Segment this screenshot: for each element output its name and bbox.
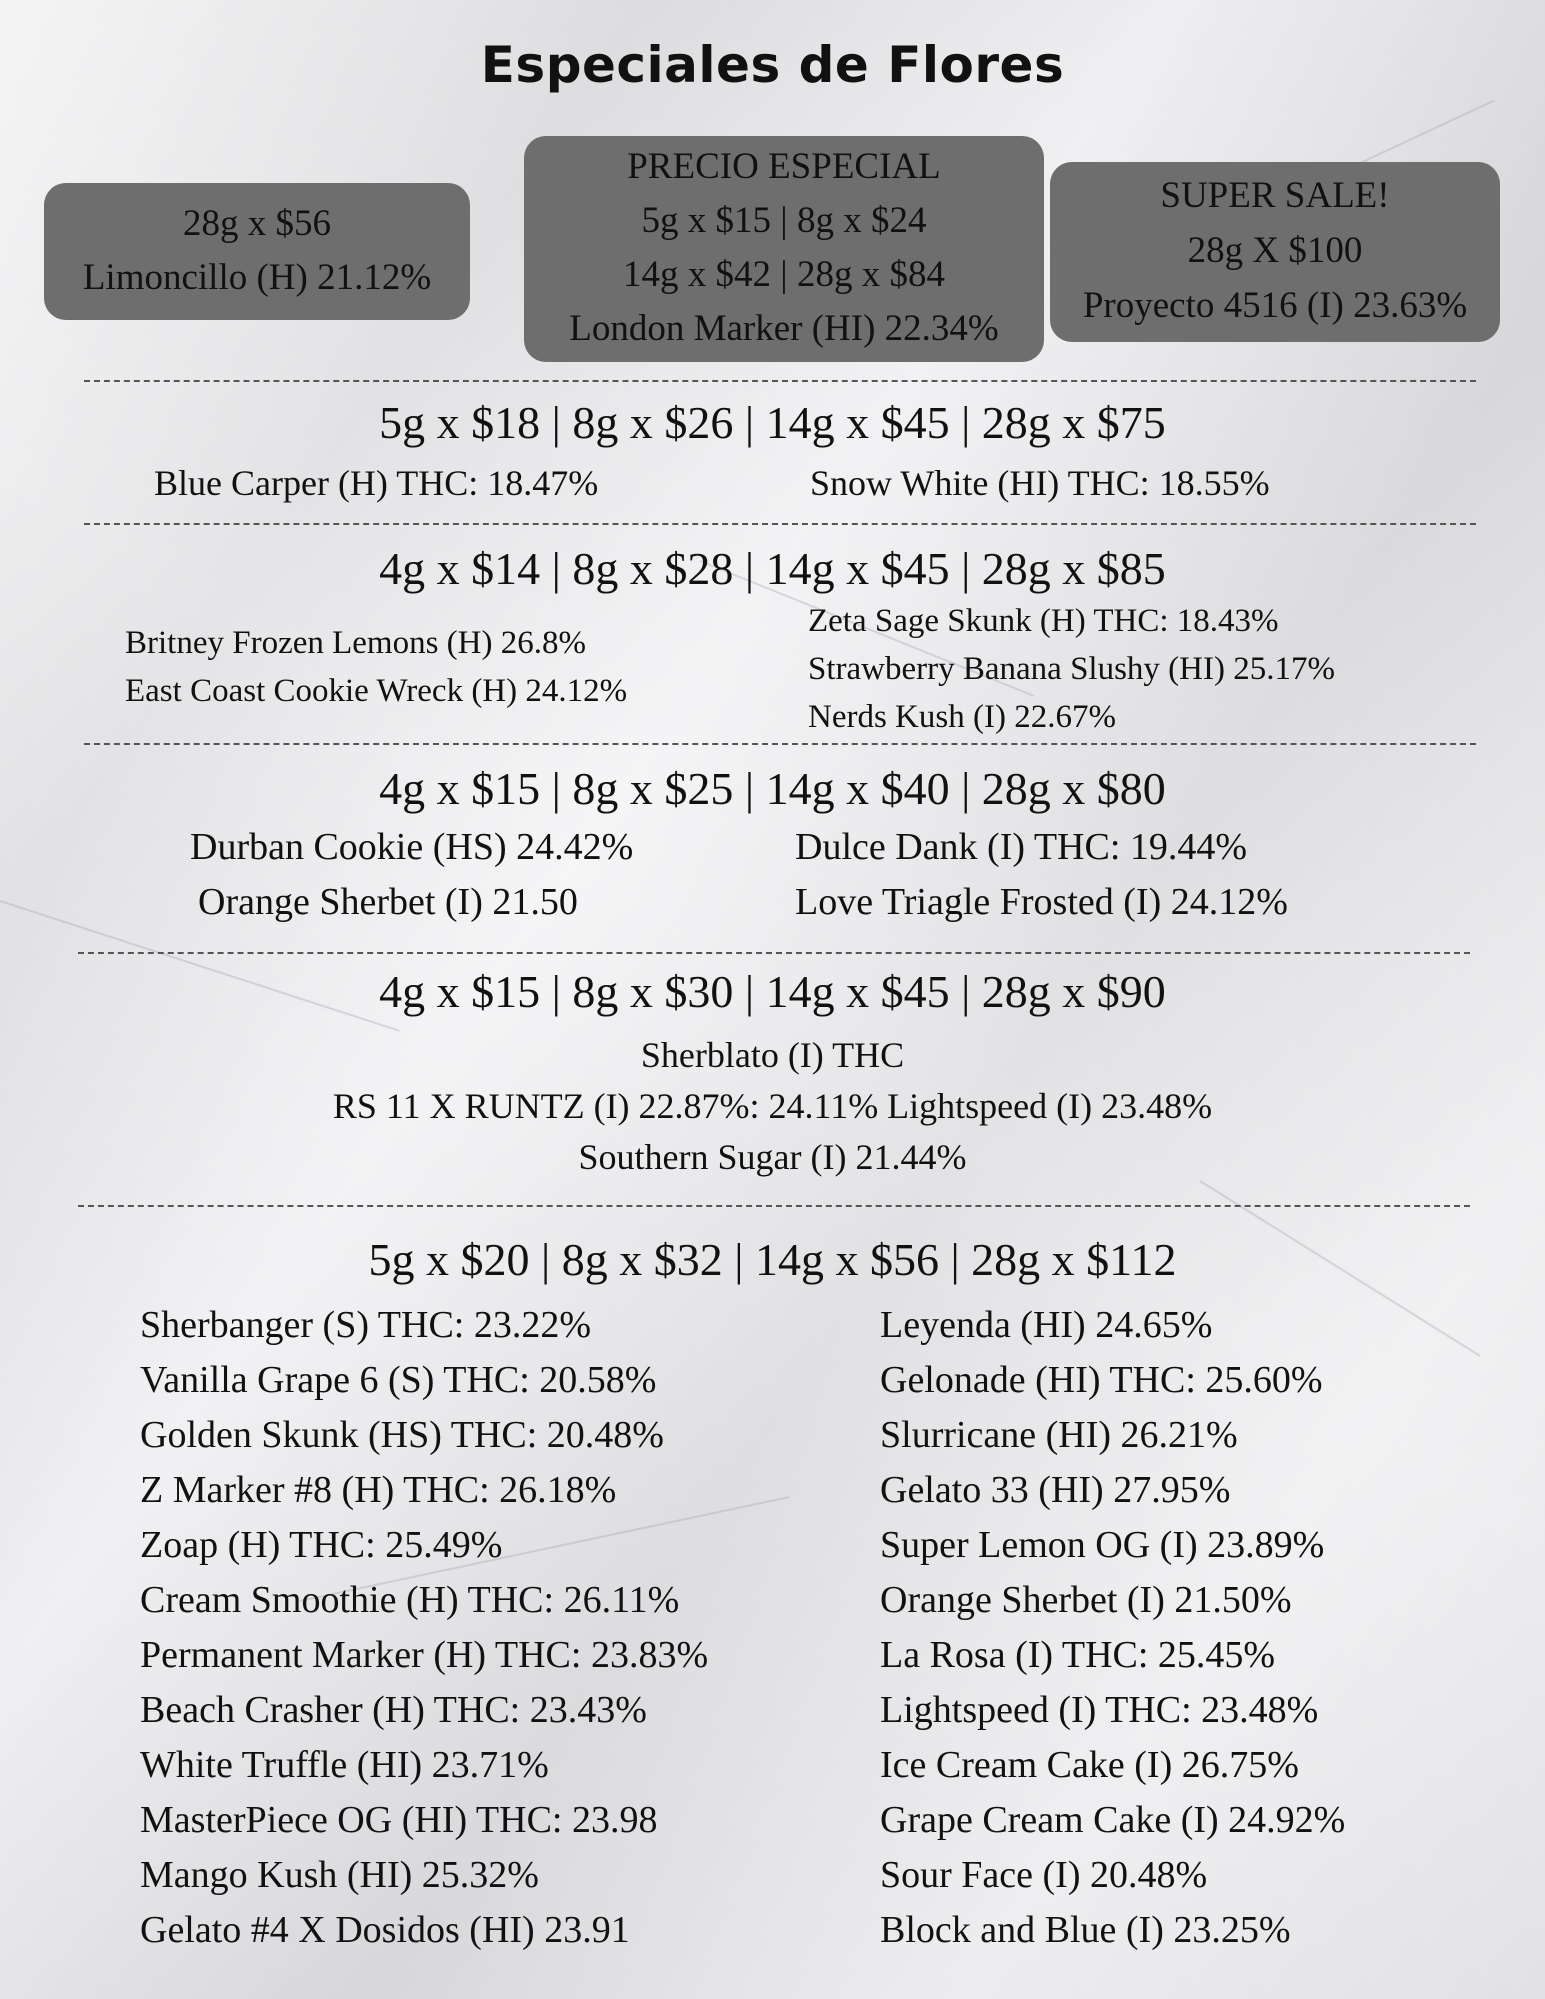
strain-item: Grape Cream Cake (I) 24.92%: [880, 1799, 1346, 1841]
strain-item: Lightspeed (I) THC: 23.48%: [880, 1689, 1319, 1731]
strain-item: Southern Sugar (I) 21.44%: [578, 1137, 967, 1177]
promo-box-price: 5g x $15 | 8g x $24: [641, 200, 927, 241]
strain-item: Zoap (H) THC: 25.49%: [140, 1524, 503, 1566]
strain-item: Ice Cream Cake (I) 26.75%: [880, 1744, 1299, 1786]
strain-item: Sour Face (I) 20.48%: [880, 1854, 1208, 1896]
strain-item: Leyenda (HI) 24.65%: [880, 1304, 1213, 1346]
strain-item: Sherbanger (S) THC: 23.22%: [140, 1304, 592, 1346]
page-title: Especiales de Flores: [480, 36, 1065, 94]
price-tier-header: 5g x $20 | 8g x $32 | 14g x $56 | 28g x $112: [368, 1234, 1177, 1285]
strain-item: Gelato #4 X Dosidos (HI) 23.91: [140, 1909, 630, 1951]
strain-item: Z Marker #8 (H) THC: 26.18%: [140, 1469, 617, 1511]
strain-item: Cream Smoothie (H) THC: 26.11%: [140, 1579, 680, 1621]
promo-box-price: 14g x $42 | 28g x $84: [623, 254, 945, 295]
strain-item: East Coast Cookie Wreck (H) 24.12%: [125, 673, 628, 709]
strain-item: Blue Carper (H) THC: 18.47%: [154, 463, 599, 503]
price-tier-header: 4g x $15 | 8g x $25 | 14g x $40 | 28g x $80: [379, 763, 1166, 814]
price-tier-header: 4g x $15 | 8g x $30 | 14g x $45 | 28g x $90: [379, 966, 1166, 1017]
promo-box-precio-especial: [524, 136, 1044, 362]
strain-item: White Truffle (HI) 23.71%: [140, 1744, 549, 1786]
strain-item: Mango Kush (HI) 25.32%: [140, 1854, 539, 1896]
strain-item: La Rosa (I) THC: 25.45%: [880, 1634, 1276, 1676]
strain-item: RS 11 X RUNTZ (I) 22.87%: 24.11% Lightspeed (I) 23.48%: [332, 1086, 1213, 1126]
promo-box-strain: Proyecto 4516 (I) 23.63%: [1082, 285, 1468, 326]
promo-box-heading: PRECIO ESPECIAL: [627, 146, 941, 187]
strain-item: Orange Sherbet (I) 21.50: [198, 881, 578, 923]
promo-box-price: 28g X $100: [1187, 230, 1363, 271]
strain-item: Sherblato (I) THC: [640, 1035, 905, 1075]
strain-item: Slurricane (HI) 26.21%: [880, 1414, 1238, 1456]
strain-item: Gelato 33 (HI) 27.95%: [880, 1469, 1231, 1511]
strain-item: Gelonade (HI) THC: 25.60%: [880, 1359, 1323, 1401]
promo-box-strain: Limoncillo (H) 21.12%: [82, 257, 432, 298]
promo-box-super-sale: [1050, 162, 1500, 342]
strain-item: Love Triagle Frosted (I) 24.12%: [795, 881, 1288, 923]
promo-box-strain: London Marker (HI) 22.34%: [569, 308, 999, 349]
strain-item: Golden Skunk (HS) THC: 20.48%: [140, 1414, 664, 1456]
strain-item: Super Lemon OG (I) 23.89%: [880, 1524, 1325, 1566]
section-divider: [78, 1205, 1470, 1207]
promo-box-price: 28g x $56: [183, 203, 331, 244]
promo-box-limoncillo: [44, 183, 470, 320]
strain-item: Britney Frozen Lemons (H) 26.8%: [125, 625, 586, 661]
strain-item: Beach Crasher (H) THC: 23.43%: [140, 1689, 647, 1731]
strain-item: Vanilla Grape 6 (S) THC: 20.58%: [140, 1359, 657, 1401]
section-divider: [84, 380, 1476, 382]
section-divider: [84, 743, 1476, 745]
promo-box-heading: SUPER SALE!: [1160, 175, 1390, 216]
strain-item: Orange Sherbet (I) 21.50%: [880, 1579, 1292, 1621]
strain-item: Nerds Kush (I) 22.67%: [808, 699, 1116, 735]
section-divider: [78, 952, 1470, 954]
strain-item: Block and Blue (I) 23.25%: [880, 1909, 1291, 1951]
strain-item: Dulce Dank (I) THC: 19.44%: [795, 826, 1248, 868]
strain-item: MasterPiece OG (HI) THC: 23.98: [140, 1799, 658, 1841]
strain-item: Zeta Sage Skunk (H) THC: 18.43%: [808, 603, 1279, 639]
price-tier-header: 4g x $14 | 8g x $28 | 14g x $45 | 28g x $85: [379, 543, 1166, 594]
section-divider: [84, 523, 1476, 525]
strain-item: Durban Cookie (HS) 24.42%: [190, 826, 634, 868]
price-tier-header: 5g x $18 | 8g x $26 | 14g x $45 | 28g x $75: [379, 397, 1166, 448]
strain-item: Snow White (HI) THC: 18.55%: [810, 463, 1270, 503]
strain-item: Strawberry Banana Slushy (HI) 25.17%: [808, 651, 1335, 687]
strain-item: Permanent Marker (H) THC: 23.83%: [140, 1634, 709, 1676]
